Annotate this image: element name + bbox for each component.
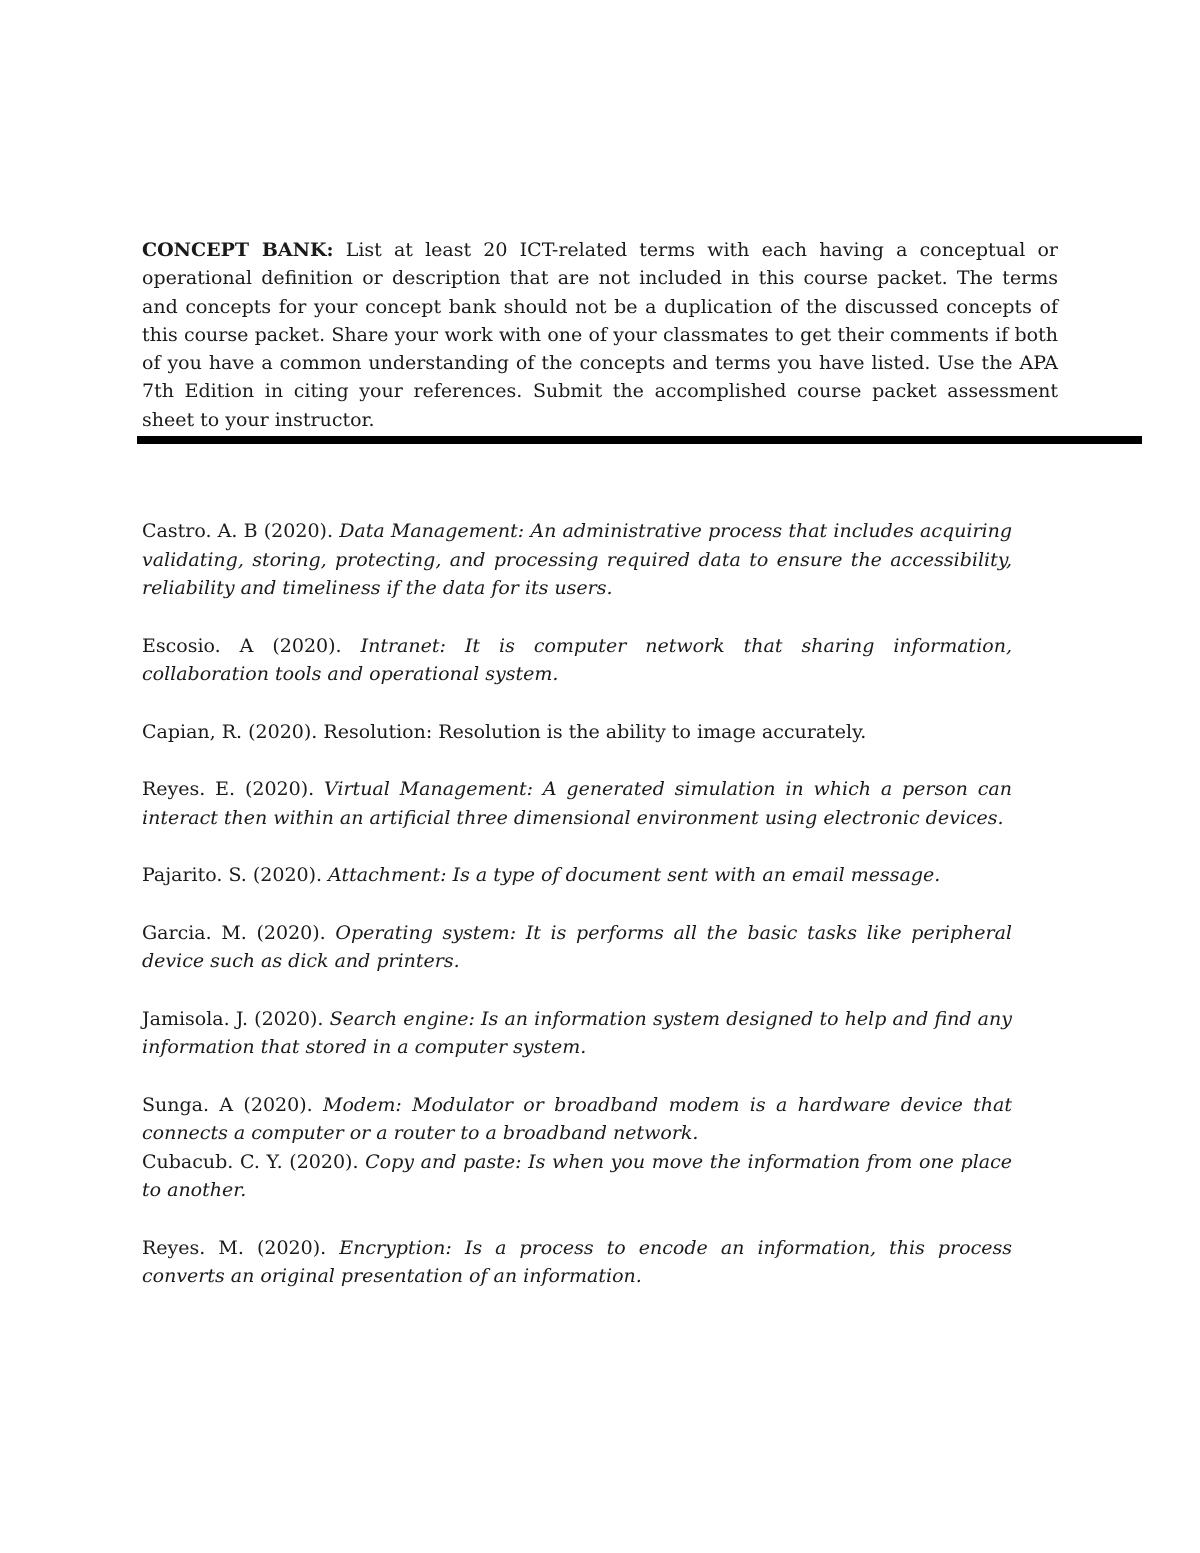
reference-definition: Intranet: It is computer network that sharing information, collaboration tools and operational system. bbox=[142, 634, 1012, 685]
reference-citation: Castro. A. B (2020). bbox=[142, 520, 340, 542]
reference-entry bbox=[142, 1091, 1012, 1148]
reference-definition: Attachment: Is a type of document sent with an email message. bbox=[328, 864, 941, 886]
reference-entry bbox=[142, 632, 1012, 689]
reference-entry bbox=[142, 517, 1012, 603]
reference-citation: Jamisola. J. (2020). bbox=[142, 1007, 330, 1030]
reference-citation: Cubacub. C. Y. (2020). bbox=[142, 1150, 366, 1173]
reference-entry bbox=[142, 775, 1012, 832]
reference-citation: Capian, R. (2020). bbox=[142, 720, 324, 743]
reference-list bbox=[142, 517, 1012, 1320]
reference-definition: Modem: Modulator or broadband modem is a hardware device that connects a computer or a router to a broadband network. bbox=[142, 1093, 1013, 1144]
concept-bank-instructions bbox=[142, 236, 1058, 434]
reference-entry bbox=[142, 919, 1012, 976]
reference-citation: Garcia. M. (2020). bbox=[142, 921, 336, 944]
reference-entry bbox=[142, 718, 1012, 747]
reference-citation: Reyes. M. (2020). bbox=[142, 1236, 340, 1259]
reference-definition: Search engine: Is an information system designed to help and find any information that stored in a computer system. bbox=[142, 1007, 1012, 1058]
reference-entry bbox=[142, 861, 1012, 890]
reference-definition: Data Management: An administrative process that includes acquiring validating, storing, protecting, and processing required data to ensure the accessibility, reliability and timeliness if the data for its users. bbox=[142, 520, 1013, 599]
concept-bank-instructions-text: List at least 20 ICT-related terms with each having a conceptual or operational definition or description that are not included in this course packet. The terms and concepts for your concept bank should not be a duplication of the discussed concepts of this course packet. Share your work with one of your classmates to get their comments if both of you have a common understanding of the concepts and terms you have listed. Use the APA 7th Edition in citing your references. Submit the accomplished course packet assessment sheet to your instructor. bbox=[142, 239, 1058, 431]
reference-entry bbox=[142, 1234, 1012, 1291]
reference-citation: Reyes. E. (2020). bbox=[142, 778, 325, 800]
reference-citation: Sunga. A (2020). bbox=[142, 1093, 324, 1116]
reference-definition: Virtual Management: A generated simulation in which a person can interact then within an artificial three dimensional environment using electronic devices. bbox=[142, 778, 1012, 829]
reference-definition: Resolution: Resolution is the ability to image accurately. bbox=[323, 720, 867, 743]
reference-definition: Copy and paste: Is when you move the information from one place to another. bbox=[142, 1150, 1012, 1201]
concept-bank-label: CONCEPT BANK: bbox=[142, 239, 334, 261]
reference-entry bbox=[142, 1148, 1012, 1205]
reference-definition: Encryption: Is a process to encode an information, this process converts an original presentation of an information. bbox=[142, 1236, 1012, 1287]
section-divider bbox=[137, 436, 1142, 444]
reference-citation: Pajarito. S. (2020). bbox=[142, 864, 329, 886]
reference-citation: Escosio. A (2020). bbox=[142, 634, 361, 657]
reference-entry bbox=[142, 1005, 1012, 1062]
reference-definition: Operating system: It is performs all the basic tasks like peripheral device such as dick and printers. bbox=[142, 921, 1012, 972]
